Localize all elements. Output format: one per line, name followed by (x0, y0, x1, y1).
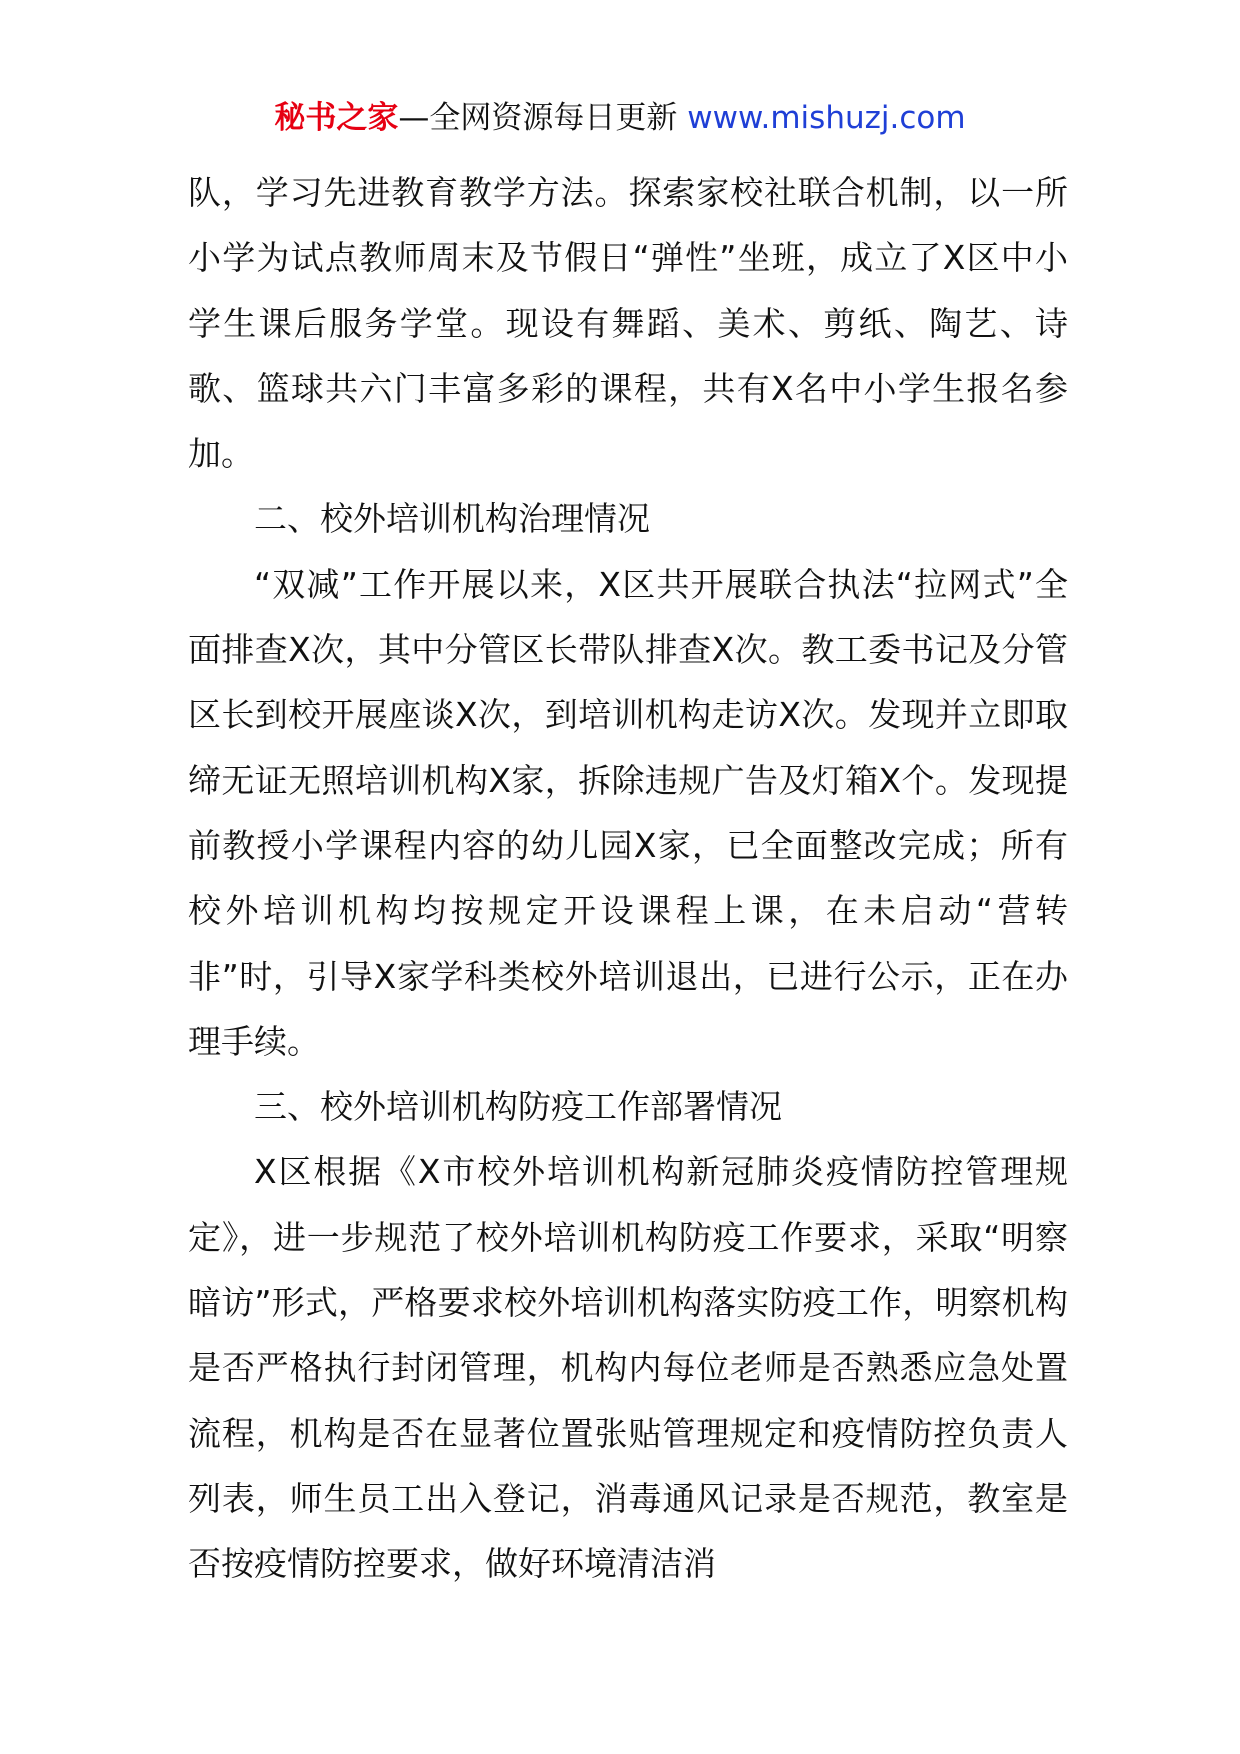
paragraph-epidemic: X区根据《X市校外培训机构新冠肺炎疫情防控管理规定》，进一步规范了校外培训机构防疫工作要求，采取“明察暗访”形式，严格要求校外培训机构落实防疫工作，明察机构是否严格执行封闭管理，机构内每位老师是否熟悉应急处置流程，机构是否在显著位置张贴管理规定和疫情防控负责人列表，师生员工出入登记，消毒通风记录是否规范，教室是否按疫情防控要求，做好环境清洁消 (188, 1152, 1068, 1584)
header-brand: 秘书之家 (274, 100, 399, 136)
section-heading-3: 三、校外培训机构防疫工作部署情况 (254, 1087, 782, 1127)
header-tagline: —全网资源每日更新 (398, 100, 678, 136)
paragraph-governance: “双减”工作开展以来，X区共开展联合执法“拉网式”全面排查X次，其中分管区长带队排查X次。教工委书记及分管区长到校开展座谈X次，到培训机构走访X次。发现并立即取缔无证无照培训机构X家，拆除违规广告及灯箱X个。发现提前教授小学课程内容的幼儿园X家，已全面整改完成；所有校外培训机构均按规定开设课程上课，在未启动“营转非”时，引导X家学科类校外培训退出，已进行公示，正在办理手续。 (188, 564, 1068, 1061)
header-url[interactable]: www.mishuzj.com (687, 100, 966, 136)
watermark-header (0, 98, 1240, 138)
section-heading-2: 二、校外培训机构治理情况 (254, 499, 650, 539)
paragraph-continuation: 队，学习先进教育教学方法。探索家校社联合机制，以一所小学为试点教师周末及节假日“弹性”坐班，成立了X区中小学生课后服务学堂。现设有舞蹈、美术、剪纸、陶艺、诗歌、篮球共六门丰富多彩的课程，共有X名中小学生报名参加。 (188, 173, 1068, 474)
document-body (188, 160, 1068, 1597)
